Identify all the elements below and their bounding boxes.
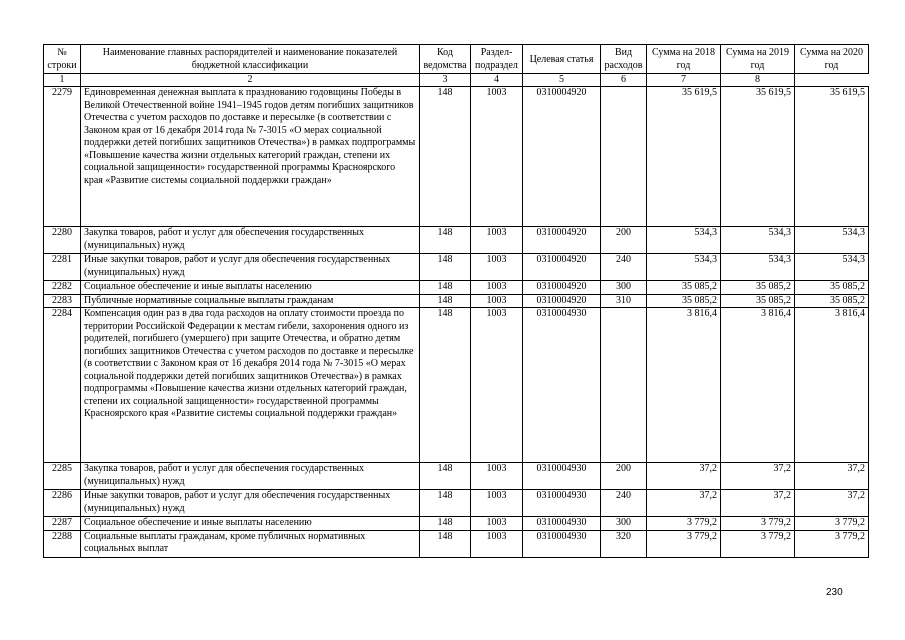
row-sum-2020: 37,2 xyxy=(795,490,869,517)
row-sum-2019: 35 085,2 xyxy=(721,294,795,308)
table-row xyxy=(44,490,869,517)
row-sum-2020: 534,3 xyxy=(795,227,869,254)
row-expense-type: 300 xyxy=(601,281,647,295)
row-sum-2020: 534,3 xyxy=(795,254,869,281)
row-name: Единовременная денежная выплата к празднованию годовщины Победы в Великой Отечественной войне 1941–1945 годов детям погибших защитников Отечества с учетом расходов по доставке и пересылке (в соответствии с Законом края от 16 декабря 2014 года № 7-3015 «О мерах социальной поддержки детей погибших защитников Отечества») в рамках подпрограммы «Повышение качества жизни отдельных категорий граждан, степени их социальной защищенности» государственной программы Красноярского края «Развитие системы социальной поддержки граждан» xyxy=(81,87,420,227)
row-sum-2019: 534,3 xyxy=(721,227,795,254)
row-sum-2019: 3 779,2 xyxy=(721,517,795,531)
row-expense-type: 200 xyxy=(601,227,647,254)
row-sum-2018: 3 816,4 xyxy=(647,308,721,463)
row-number: 2287 xyxy=(44,517,81,531)
column-number: 4 xyxy=(471,74,523,87)
row-sum-2018: 3 779,2 xyxy=(647,517,721,531)
column-number: 2 xyxy=(81,74,420,87)
row-number: 2281 xyxy=(44,254,81,281)
row-name: Иные закупки товаров, работ и услуг для обеспечения государственных (муниципальных) нужд xyxy=(81,254,420,281)
row-target: 0310004920 xyxy=(523,254,601,281)
row-expense-type xyxy=(601,308,647,463)
header-sum-2019: Сумма на 2019 год xyxy=(721,45,795,74)
row-number: 2284 xyxy=(44,308,81,463)
table-row xyxy=(44,254,869,281)
row-number: 2283 xyxy=(44,294,81,308)
row-name: Социальное обеспечение и иные выплаты населению xyxy=(81,517,420,531)
row-sum-2020: 35 085,2 xyxy=(795,294,869,308)
column-number: 5 xyxy=(523,74,601,87)
row-sum-2018: 534,3 xyxy=(647,227,721,254)
row-name: Социальные выплаты гражданам, кроме публичных нормативных социальных выплат xyxy=(81,530,420,557)
page-number: 230 xyxy=(826,587,843,598)
row-name: Иные закупки товаров, работ и услуг для обеспечения государственных (муниципальных) нужд xyxy=(81,490,420,517)
row-sum-2018: 3 779,2 xyxy=(647,530,721,557)
row-expense-type: 310 xyxy=(601,294,647,308)
row-sum-2018: 37,2 xyxy=(647,490,721,517)
column-number: 3 xyxy=(420,74,471,87)
row-expense-type: 200 xyxy=(601,463,647,490)
row-sum-2019: 534,3 xyxy=(721,254,795,281)
row-sum-2019: 35 085,2 xyxy=(721,281,795,295)
table-row xyxy=(44,530,869,557)
table-row xyxy=(44,87,869,227)
column-number: 7 xyxy=(647,74,721,87)
row-sum-2020: 37,2 xyxy=(795,463,869,490)
row-name: Закупка товаров, работ и услуг для обеспечения государственных (муниципальных) нужд xyxy=(81,463,420,490)
row-dept-code: 148 xyxy=(420,87,471,227)
table-row xyxy=(44,463,869,490)
table-row xyxy=(44,517,869,531)
row-name: Закупка товаров, работ и услуг для обеспечения государственных (муниципальных) нужд xyxy=(81,227,420,254)
row-section: 1003 xyxy=(471,254,523,281)
row-sum-2018: 35 085,2 xyxy=(647,294,721,308)
row-dept-code: 148 xyxy=(420,281,471,295)
row-sum-2018: 35 619,5 xyxy=(647,87,721,227)
row-sum-2020: 3 779,2 xyxy=(795,530,869,557)
row-sum-2020: 35 085,2 xyxy=(795,281,869,295)
row-expense-type xyxy=(601,87,647,227)
row-expense-type: 240 xyxy=(601,490,647,517)
row-sum-2019: 35 619,5 xyxy=(721,87,795,227)
row-target: 0310004920 xyxy=(523,87,601,227)
row-section: 1003 xyxy=(471,87,523,227)
row-sum-2019: 3 816,4 xyxy=(721,308,795,463)
row-number: 2280 xyxy=(44,227,81,254)
row-sum-2018: 37,2 xyxy=(647,463,721,490)
header-section: Раздел-подраздел xyxy=(471,45,523,74)
row-sum-2020: 3 816,4 xyxy=(795,308,869,463)
row-number: 2286 xyxy=(44,490,81,517)
table-row xyxy=(44,227,869,254)
row-name: Социальное обеспечение и иные выплаты населению xyxy=(81,281,420,295)
table-row xyxy=(44,308,869,463)
row-sum-2018: 35 085,2 xyxy=(647,281,721,295)
row-number: 2279 xyxy=(44,87,81,227)
row-name: Компенсация один раз в два года расходов на оплату стоимости проезда по территории Российской Федерации к местам гибели, захоронения одного из родителей, погибшего (умершего) при защите Отечества, и обратно детям погибших защитников Отечества с учетом расходов по доставке и пересылке (в соответствии с Законом края от 16 декабря 2014 года № 7-3015 «О мерах социальной поддержки детей погибших защитников Отечества») в рамках подпрограммы «Повышение качества жизни отдельных категорий граждан, степени их социальной защищенности» государственной программы Красноярского края «Развитие системы социальной поддержки граждан» xyxy=(81,308,420,463)
row-section: 1003 xyxy=(471,308,523,463)
row-target: 0310004930 xyxy=(523,517,601,531)
row-target: 0310004920 xyxy=(523,281,601,295)
row-target: 0310004930 xyxy=(523,308,601,463)
row-target: 0310004930 xyxy=(523,530,601,557)
table-row xyxy=(44,281,869,295)
row-section: 1003 xyxy=(471,517,523,531)
header-name: Наименование главных распорядителей и наименование показателей бюджетной классификации xyxy=(81,45,420,74)
header-row-no: № строки xyxy=(44,45,81,74)
row-sum-2020: 35 619,5 xyxy=(795,87,869,227)
row-section: 1003 xyxy=(471,490,523,517)
row-sum-2019: 37,2 xyxy=(721,490,795,517)
row-sum-2018: 534,3 xyxy=(647,254,721,281)
row-dept-code: 148 xyxy=(420,490,471,517)
column-number: 6 xyxy=(601,74,647,87)
row-number: 2282 xyxy=(44,281,81,295)
header-row xyxy=(44,45,869,74)
row-expense-type: 240 xyxy=(601,254,647,281)
row-target: 0310004920 xyxy=(523,227,601,254)
header-sum-2020: Сумма на 2020 год xyxy=(795,45,869,74)
column-number: 1 xyxy=(44,74,81,87)
header-sum-2018: Сумма на 2018 год xyxy=(647,45,721,74)
row-dept-code: 148 xyxy=(420,254,471,281)
row-number: 2285 xyxy=(44,463,81,490)
row-expense-type: 320 xyxy=(601,530,647,557)
header-target: Целевая статья xyxy=(523,45,601,74)
row-target: 0310004930 xyxy=(523,490,601,517)
row-dept-code: 148 xyxy=(420,463,471,490)
row-dept-code: 148 xyxy=(420,530,471,557)
budget-table xyxy=(43,44,869,558)
column-number: 8 xyxy=(721,74,795,87)
row-name: Публичные нормативные социальные выплаты гражданам xyxy=(81,294,420,308)
row-target: 0310004930 xyxy=(523,463,601,490)
row-section: 1003 xyxy=(471,294,523,308)
row-sum-2019: 37,2 xyxy=(721,463,795,490)
header-dept-code: Код ведомства xyxy=(420,45,471,74)
column-number-row xyxy=(44,74,869,87)
row-dept-code: 148 xyxy=(420,294,471,308)
row-expense-type: 300 xyxy=(601,517,647,531)
row-sum-2020: 3 779,2 xyxy=(795,517,869,531)
row-dept-code: 148 xyxy=(420,227,471,254)
row-section: 1003 xyxy=(471,227,523,254)
row-section: 1003 xyxy=(471,530,523,557)
row-dept-code: 148 xyxy=(420,308,471,463)
row-number: 2288 xyxy=(44,530,81,557)
header-expense-type: Вид расходов xyxy=(601,45,647,74)
row-section: 1003 xyxy=(471,463,523,490)
row-sum-2019: 3 779,2 xyxy=(721,530,795,557)
table-row xyxy=(44,294,869,308)
row-dept-code: 148 xyxy=(420,517,471,531)
row-section: 1003 xyxy=(471,281,523,295)
row-target: 0310004920 xyxy=(523,294,601,308)
